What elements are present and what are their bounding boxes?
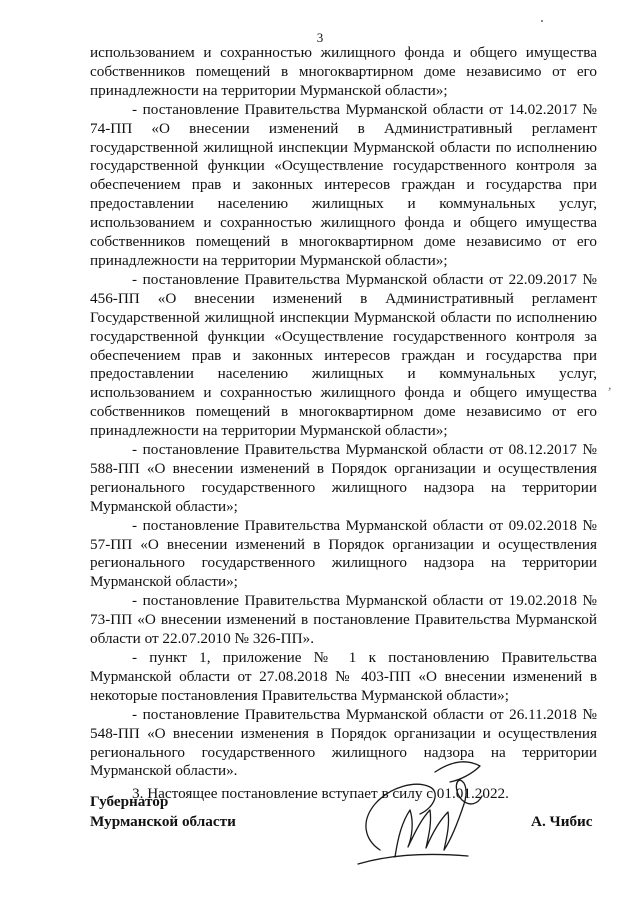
list-item-decree-74pp: - постановление Правительства Мурманской области от 14.02.2017 № 74-ПП «О внесении изменений в Административный регламент государственной жилищной инспекции Мурманской области по исполнению государственной функции «Осуществление государственного контроля за обеспечением прав и законных интересов граждан и государства при предоставлении населению жилищных и коммунальных услуг, использованием и сохранностью жилищного фонда и общего имущества собственников помещений в многоквартирном доме независимо от его принадлежности на территории Мурманской области»; (90, 100, 597, 269)
list-item-decree-403pp: - пункт 1, приложение № 1 к постановлению Правительства Мурманской области от 27.08.2018 № 403-ПП «О внесении изменений в некоторые постановления Правительства Мурманской области»; (90, 649, 597, 704)
signatory-title: Губернатор (90, 793, 169, 810)
list-item-decree-57pp: - постановление Правительства Мурманской области от 09.02.2018 № 57-ПП «О внесении изменений в Порядок организации и осуществления регионального государственного жилищного надзора на территории Мурманской области»; (90, 516, 597, 591)
final-clause: 3. Настоящее постановление вступает в силу с 01.01.2022. (132, 785, 509, 803)
handwritten-signature (340, 752, 490, 872)
signatory-position (90, 792, 236, 832)
paragraph-continuation: использованием и сохранностью жилищного фонда и общего имущества собственников помещений в многоквартирном доме независимо от его принадлежности на территории Мурманской области»; (90, 44, 597, 99)
page-number: 3 (316, 30, 324, 45)
document-body (90, 44, 597, 804)
signatory-region: Мурманской области (90, 813, 236, 830)
scan-speck (541, 20, 543, 22)
list-item-decree-548pp: - постановление Правительства Мурманской области от 26.11.2018 № 548-ПП «О внесении изменения в Порядок организации и осуществления регионального государственного жилищного надзора на территории Мурманской области». (90, 705, 597, 780)
list-item-decree-588pp: - постановление Правительства Мурманской области от 08.12.2017 № 588-ПП «О внесении изменений в Порядок организации и осуществления регионального государственного жилищного надзора на территории Мурманской области»; (90, 441, 597, 515)
scan-edge-mark: , (608, 378, 612, 393)
signatory-name: А. Чибис (531, 813, 593, 830)
list-item-decree-73pp: - постановление Правительства Мурманской области от 19.02.2018 № 73-ПП «О внесении изменений в постановление Правительства Мурманской области от 22.07.2010 № 326-ПП». (90, 592, 597, 648)
list-item-decree-456pp: - постановление Правительства Мурманской области от 22.09.2017 № 456-ПП «О внесении изменений в Административный регламент Государственной жилищной инспекции Мурманской области по исполнению государственной функции «Осуществление государственного контроля за обеспечением прав и законных интересов граждан и государства при предоставлении населению жилищных и коммунальных услуг, использованием и сохранностью жилищного фонда и общего имущества собственников помещений в многоквартирном доме независимо от его принадлежности на территории Мурманской области»; (90, 270, 597, 440)
